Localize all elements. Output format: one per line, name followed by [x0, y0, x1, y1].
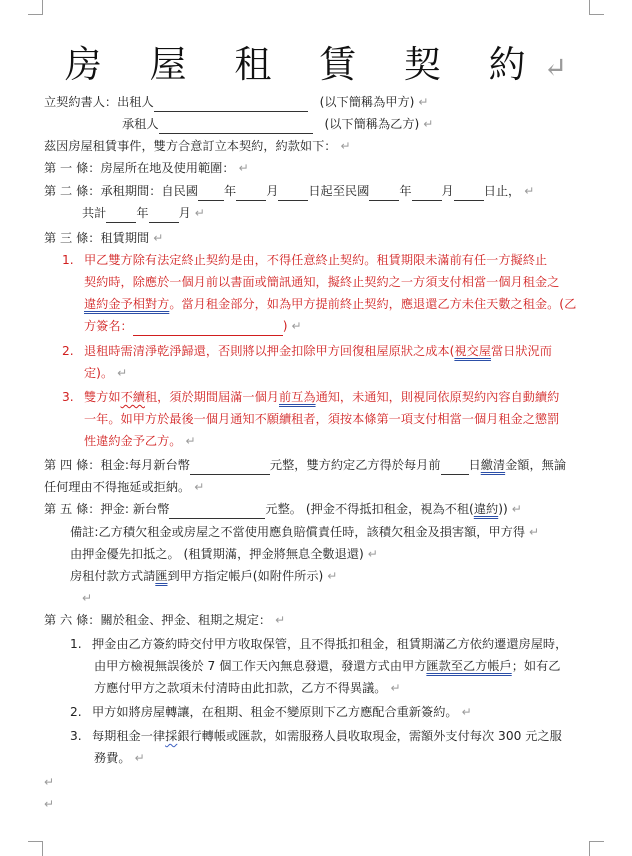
note-line-1[interactable]: 備註:乙方積欠租金或房屋之不當使用應負賠償責任時，該積欠租金及損害額，甲方得 ↵	[70, 525, 540, 539]
pilcrow-mark: ↵	[543, 51, 568, 84]
end-month-blank[interactable]	[412, 186, 442, 201]
title-text[interactable]: 房 屋 租 賃 契 約	[64, 43, 544, 86]
empty-paragraph[interactable]: ↵	[82, 591, 93, 605]
article-6-item-3-line-2[interactable]: 務費。 ↵	[94, 751, 145, 765]
article-3-item-1-line-4[interactable]: 方簽名： ) ↵	[84, 316, 302, 336]
article-3-item-2-line-2[interactable]: 定)。 ↵	[84, 366, 128, 380]
lessee-line[interactable]: 承租人 (以下簡稱為乙方) ↵	[122, 114, 433, 134]
article-6-item-1-line-1[interactable]: 1. 押金由乙方簽約時交付甲方收取保管，且不得抵扣租金，租賃期滿乙方依約遷還房屋時，	[70, 637, 568, 651]
article-6-item-1-line-3[interactable]: 方應付甲方之款項未付清時由此扣款，乙方不得異議。 ↵	[94, 681, 401, 695]
article-3[interactable]: 第 三 條：租賃期間 ↵	[44, 231, 164, 245]
article-3-item-3-line-3[interactable]: 性違約金予乙方。 ↵	[84, 434, 196, 448]
article-1[interactable]: 第 一 條：房屋所在地及使用範圍： ↵	[44, 161, 249, 175]
end-day-blank[interactable]	[454, 186, 484, 201]
start-day-blank[interactable]	[278, 186, 308, 201]
article-3-item-3-line-2[interactable]: 一年。如甲方於最後一個月通知不願續租者，須按本條第一項支付相當一個月租金之懲罰	[84, 412, 560, 426]
signers-line[interactable]: 立契約書人：出租人 (以下簡稱為甲方) ↵	[44, 92, 428, 112]
article-4-line-1[interactable]: 第 四 條：租金:每月新台幣 元整，雙方約定乙方得於每月前 日繳清金額，無論	[44, 455, 566, 475]
lessee-name-blank[interactable]	[159, 119, 313, 134]
end-year-blank[interactable]	[369, 186, 399, 201]
crop-mark-bottom-left	[28, 841, 43, 856]
article-3-item-2-line-1[interactable]: 2. 退租時需清淨乾淨歸還，否則將以押金扣除甲方回復租屋原狀之成本(視交屋當日狀況而	[62, 344, 552, 358]
intro-line[interactable]: 茲因房屋租賃事件，雙方合意訂立本契約，約款如下： ↵	[44, 139, 351, 153]
lessee-signature-blank[interactable]	[133, 321, 283, 336]
article-6-item-2[interactable]: 2. 甲方如將房屋轉讓，在租期、租金不變原則下乙方應配合重新簽約。 ↵	[70, 705, 472, 719]
crop-mark-bottom-right	[589, 841, 604, 856]
payment-day-blank[interactable]	[441, 460, 469, 475]
article-2-line-2[interactable]: 共計 年 月 ↵	[82, 203, 205, 223]
article-3-item-1-line-1[interactable]: 1. 甲乙雙方除有法定終止契約是由，不得任意終止契約。租賃期限未滿前有任一方擬終止	[62, 253, 548, 267]
crop-mark-top-left	[28, 0, 43, 15]
document-title[interactable]	[0, 34, 632, 88]
landlord-name-blank[interactable]	[154, 97, 308, 112]
article-5[interactable]: 第 五 條：押金: 新台幣 元整。 (押金不得抵扣租金，視為不租(違約)) ↵	[44, 499, 522, 519]
start-year-blank[interactable]	[198, 186, 224, 201]
total-month-blank[interactable]	[149, 208, 179, 223]
empty-paragraph[interactable]: ↵	[44, 775, 55, 789]
monthly-rent-blank[interactable]	[190, 460, 270, 475]
article-4-line-2[interactable]: 任何理由不得拖延或拒納。 ↵	[44, 480, 205, 494]
article-6[interactable]: 第 六 條：關於租金、押金、租期之規定： ↵	[44, 613, 286, 627]
total-year-blank[interactable]	[106, 208, 136, 223]
article-2-line-1[interactable]: 第 二 條：承租期間：自民國 年 月 日起至民國 年 月 日止， ↵	[44, 181, 534, 201]
article-3-item-1-line-3[interactable]: 違約金予相對方。當月租金部分，如為甲方提前終止契約，應退還乙方未住天數之租金。(乙	[84, 297, 577, 311]
crop-mark-top-right	[589, 0, 604, 15]
deposit-amount-blank[interactable]	[169, 504, 265, 519]
article-6-item-1-line-2[interactable]: 由甲方檢視無誤後於 7 個工作天內無息發還，發還方式由甲方匯款至乙方帳戶；如有乙	[94, 659, 561, 673]
note-line-2[interactable]: 由押金優先扣抵之。 (租賃期滿，押金將無息全數退還) ↵	[70, 547, 378, 561]
start-month-blank[interactable]	[236, 186, 266, 201]
payment-method-line[interactable]: 房租付款方式請匯到甲方指定帳戶(如附件所示) ↵	[70, 569, 338, 583]
empty-paragraph[interactable]: ↵	[44, 797, 55, 811]
article-3-item-3-line-1[interactable]: 3. 雙方如不續租，須於期間屆滿一個月前互為通知，未通知，則視同依原契約內容自動續約	[62, 390, 560, 404]
article-6-item-3-line-1[interactable]: 3. 每期租金一律採銀行轉帳或匯款，如需服務人員收取現金，需額外支付每次 300 元之服	[70, 729, 562, 743]
article-3-item-1-line-2[interactable]: 契約時，除應於一個月前以書面或簡訊通知，擬終止契約之一方須支付相當一個月租金之	[84, 275, 560, 289]
